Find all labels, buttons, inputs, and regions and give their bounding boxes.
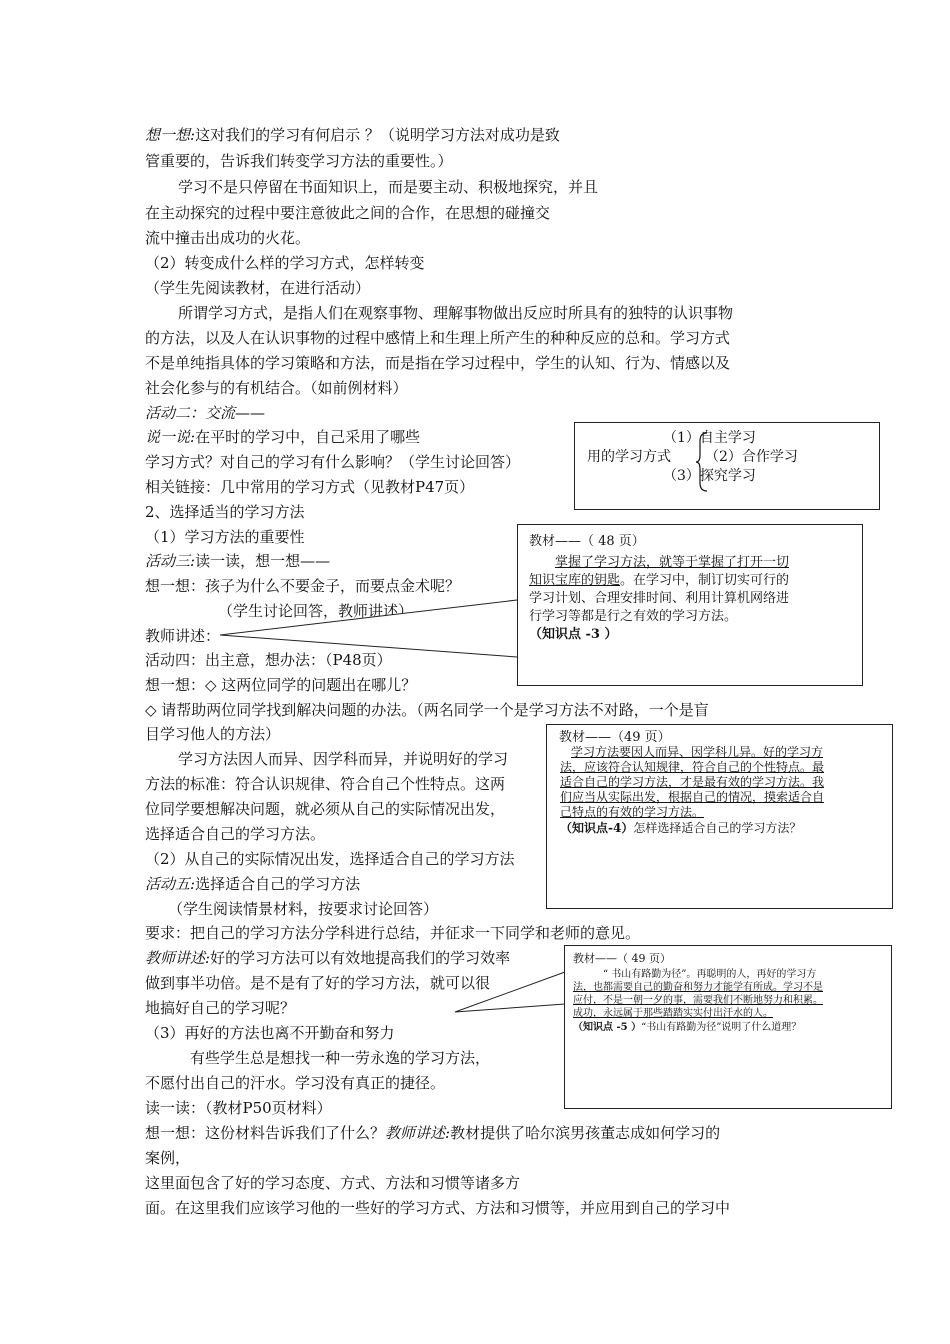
text-line: 目学习他人的方法）: [145, 725, 281, 743]
text-line: 做到事半功倍。是不是有了好的学习方法，就可以很: [145, 974, 491, 992]
box-title: 教材——（49 页）: [559, 730, 671, 745]
text-line: 这里面包含了好的学习态度、方式、方法和习惯等诸多方: [145, 1174, 521, 1192]
text-line: 管重要的，告诉我们转变学习方法的重要性。）: [145, 152, 453, 170]
box-text: 法，应该符合认知规律，符合自己的个性特点。最: [560, 760, 825, 774]
ways-item: （3）探究学习: [663, 468, 756, 484]
point-label: （知识点 -5 ）: [573, 1022, 642, 1033]
text-content: 读一读，想一想——: [195, 552, 331, 570]
text-line: 想一想：◇ 这两位同学的问题出在哪儿？: [145, 676, 417, 694]
point-text: “书山有路勤为径”说明了什么道理？: [641, 1022, 802, 1033]
text-line: （2）从自己的实际情况出发，选择适合自己的学习方法: [145, 850, 515, 868]
text-line: 在主动探究的过程中要注意彼此之间的合作，在思想的碰撞交: [145, 204, 551, 222]
text-line: 案例，: [145, 1149, 191, 1167]
text-line: （学生阅读情景材料，按要求讨论回答）: [168, 900, 439, 918]
label-activity3: 活动三:: [145, 552, 196, 570]
underlined-text: 知识宝库的钥匙: [529, 573, 621, 588]
text-line: 要求：把自己的学习方法分学科进行总结，并征求一下同学和老师的意见。: [145, 924, 641, 942]
box-text: 成功，永远属于那些踏踏实实付出汗水的人。: [573, 1008, 773, 1019]
text-line: （2）转变成什么样的学习方式，怎样转变: [145, 254, 425, 272]
textbook-box-48: [517, 524, 863, 686]
point-label: （知识点-4）: [560, 821, 634, 835]
text-line: 教师讲述：: [145, 627, 221, 645]
box-title: 教材——（ 49 页）: [573, 952, 671, 965]
ways-label: 用的学习方式: [587, 449, 671, 465]
text-line: 相关链接：几中常用的学习方式（见教材P47页）: [145, 478, 475, 496]
box-text: 适合自己的学习方法，才是最有效的学习方法。我: [560, 775, 825, 789]
box-text: [529, 572, 789, 589]
text-line: （3）再好的方法也离不开勤奋和努力: [145, 1024, 395, 1042]
text-line: 位同学要想解决问题，就必须从自己的实际情况出发，: [145, 800, 506, 818]
box-text: 己特点的有效的学习方法。: [560, 805, 705, 819]
text-line: 有些学生总是想找一种一劳永逸的学习方法，: [190, 1049, 491, 1067]
text-line: 选择适合自己的学习方法。: [145, 825, 326, 843]
text-content: 想一想：这份材料告诉我们了什么？: [145, 1124, 386, 1142]
knowledge-point: （知识点 -3 ）: [529, 627, 618, 642]
box-text: 法，也都需要自己的勤奋和努力才能学有所成。学习不是: [573, 982, 823, 993]
point-text: 怎样选择适合自己的学习方法？: [633, 821, 802, 835]
text-line: 的方法，以及人在认识事物的过程中感情上和生理上所产生的种种反应的总和。学习方式: [145, 329, 731, 347]
box-text-tail: 。在学习中，制订切实可行的: [620, 573, 790, 588]
activity-heading: 活动二：交流——: [145, 404, 266, 422]
text-line: 不是单纯指具体的学习策略和方法，而是指在学习过程中，学生的认知、行为、情感以及: [145, 354, 731, 372]
text-content: 选择适合自己的学习方法: [195, 875, 361, 893]
text-line: 想一想：孩子为什么不要金子，而要点金术呢？: [145, 577, 461, 595]
label-teacher: 教师讲述:: [145, 949, 211, 967]
textbook-box-49b: [564, 945, 892, 1109]
box-text: 应付，不是一朝一夕的事，需要我们不断地努力和积累。: [573, 995, 823, 1006]
text-line: 学习不是只停留在书面知识上，而是要主动、积极地探究，并且: [178, 178, 599, 196]
ways-item: （1）自主学习: [663, 430, 756, 446]
box-text: 行学习等都是行之有效的学习方法。: [529, 609, 738, 624]
label-activity5: 活动五:: [145, 875, 196, 893]
text-line: 地搞好自己的学习呢？: [145, 999, 296, 1017]
text-line: （学生先阅读教材，在进行活动）: [145, 279, 371, 297]
text-line: 活动四：出主意，想办法：（P48页）: [145, 651, 392, 669]
text-line: 所谓学习方式，是指人们在观察事物、理解事物做出反应时所具有的独特的认识事物: [178, 304, 734, 322]
text-line: 读一读：（教材P50页材料）: [145, 1099, 332, 1117]
text-line: （学生讨论回答，教师讲述）: [218, 602, 414, 620]
text-line: 面。在这里我们应该学习他的一些好的学习方式、方法和习惯等，并应用到自己的学习中: [145, 1199, 731, 1217]
text-line: 学习方式？对自己的学习有什么影响？（学生讨论回答）: [145, 453, 521, 471]
box-title: 教材——（ 48 页）: [529, 534, 645, 549]
box-text: 们应当从实际出发，根据自己的情况，摸索适合自: [560, 790, 825, 804]
text-line: 方法的标准：符合认识规律、符合自己个性特点。这两: [145, 775, 506, 793]
knowledge-point: [573, 1021, 801, 1034]
section-heading: 2、选择适当的学习方法: [145, 503, 305, 521]
box-text: “ 书山有路勤为径”。再聪明的人，再好的学习方: [603, 969, 817, 980]
text-line: 不愿付出自己的汗水。学习没有真正的捷径。: [145, 1074, 446, 1092]
box-text: 掌握了学习方法，就等于掌握了打开一切: [555, 555, 790, 570]
text-content: 这对我们的学习有何启示 ？（说明学习方法对成功是致: [195, 126, 560, 144]
text-content: 好的学习方法可以有效地提高我们的学习效率: [210, 949, 511, 967]
text-line: 社会化参与的有机结合。（如前例材料）: [145, 379, 408, 397]
textbook-box-49a: [546, 724, 893, 909]
label-teacher: 教师讲述:: [385, 1124, 451, 1142]
text-content: 在平时的学习中，自己采用了哪些: [195, 428, 421, 446]
text-line: 学习方法因人而异、因学科而异，并说明好的学习: [178, 750, 509, 768]
text-line: 流中撞击出成功的火花。: [145, 229, 311, 247]
knowledge-point: [560, 821, 801, 836]
text-line: ◇ 请帮助两位同学找到解决问题的办法。（两名同学一个是学习方法不对路，一个是盲: [145, 701, 709, 719]
ways-item: （2）合作学习: [705, 449, 798, 465]
box-text: 学习计划、合理安排时间、利用计算机网络进: [529, 591, 790, 606]
label-say: 说一说:: [145, 428, 196, 446]
text-line: （1）学习方法的重要性: [145, 528, 305, 546]
label-think: 想一想:: [145, 126, 196, 144]
text-content: 教材提供了哈尔滨男孩董志成如何学习的: [450, 1124, 721, 1142]
box-text: 学习方法要因人而异、因学科儿异。好的学习方: [571, 745, 824, 759]
